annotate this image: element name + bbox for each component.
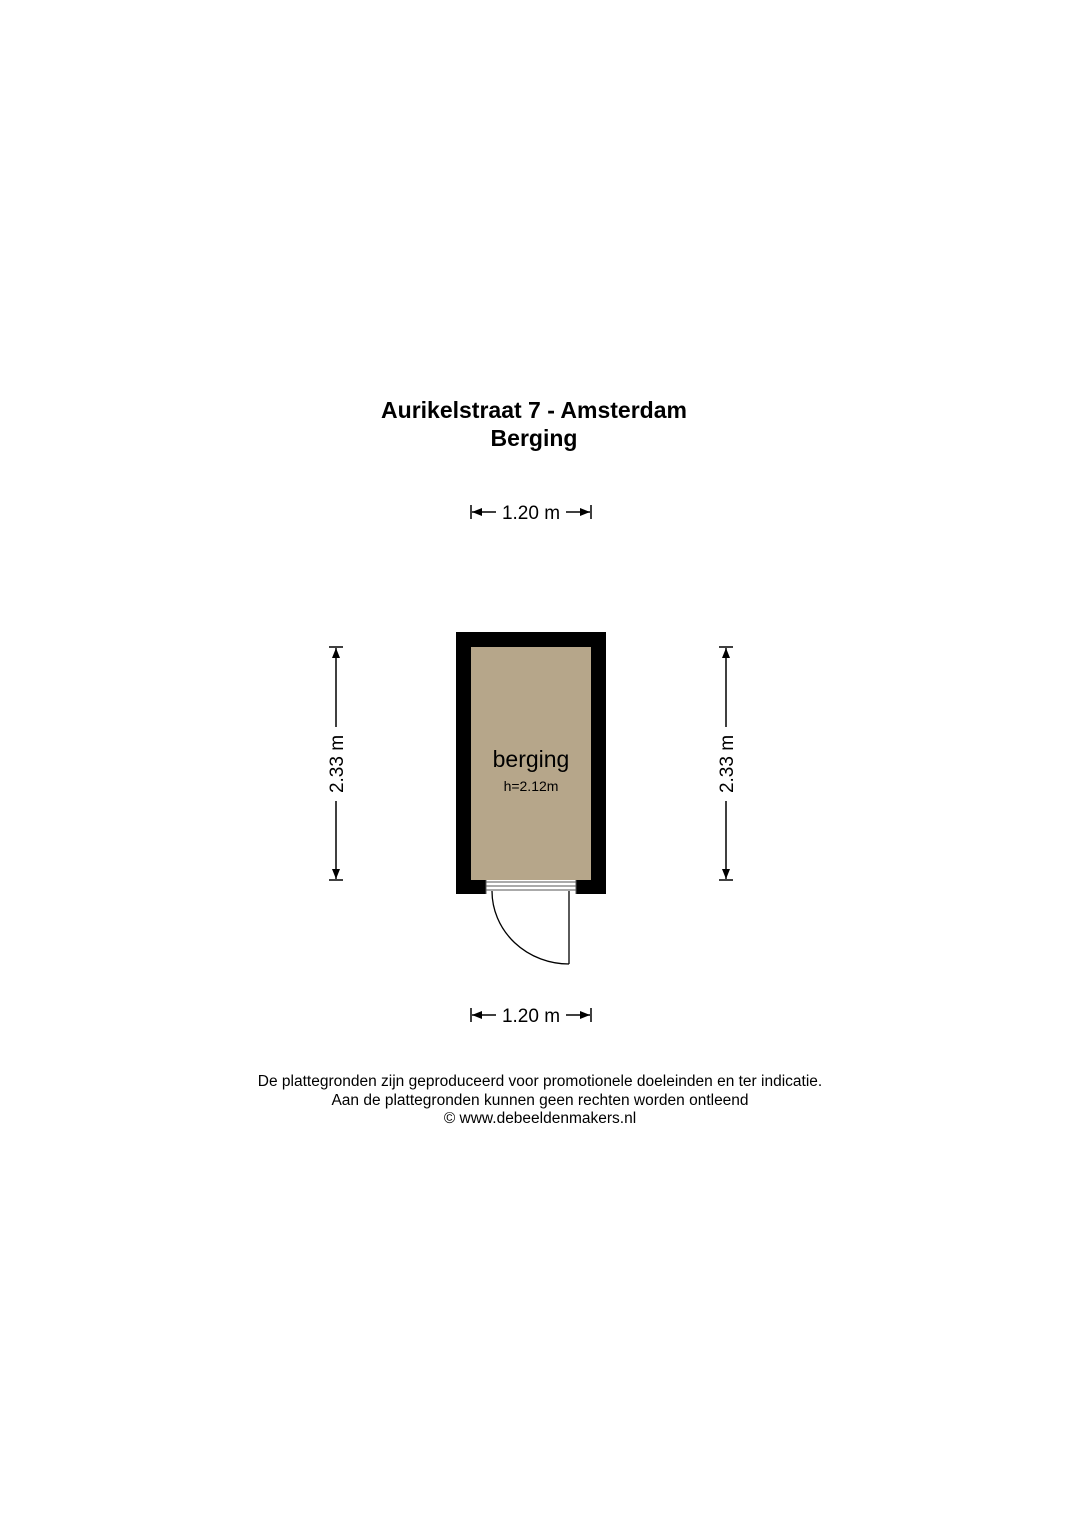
address-title: Aurikelstraat 7 - Amsterdam bbox=[381, 397, 687, 423]
disclaimer-line-2: Aan de plattegronden kunnen geen rechten worden ontleend bbox=[331, 1091, 749, 1109]
right-depth-label: 2.33 m bbox=[717, 734, 738, 794]
top-width-dimension bbox=[471, 503, 591, 524]
top-width-label: 1.20 m bbox=[501, 503, 561, 524]
left-depth-dimension bbox=[327, 647, 348, 880]
copyright-line: © www.debeeldenmakers.nl bbox=[443, 1110, 637, 1127]
right-depth-dimension bbox=[717, 647, 738, 880]
room-name-label: berging bbox=[492, 746, 570, 772]
door-swing-arc bbox=[492, 891, 569, 964]
floor-title: Berging bbox=[490, 425, 578, 451]
disclaimer-line-1: De plattegronden zijn geproduceerd voor promotionele doeleinden en ter indicatie. bbox=[257, 1073, 823, 1090]
bottom-width-label: 1.20 m bbox=[501, 1006, 561, 1027]
bottom-width-dimension bbox=[471, 1006, 591, 1027]
room-berging bbox=[456, 632, 606, 964]
left-depth-label: 2.33 m bbox=[327, 734, 348, 794]
disclaimer-footer bbox=[0, 1073, 1080, 1129]
room-height-label: h=2.12m bbox=[503, 778, 559, 794]
